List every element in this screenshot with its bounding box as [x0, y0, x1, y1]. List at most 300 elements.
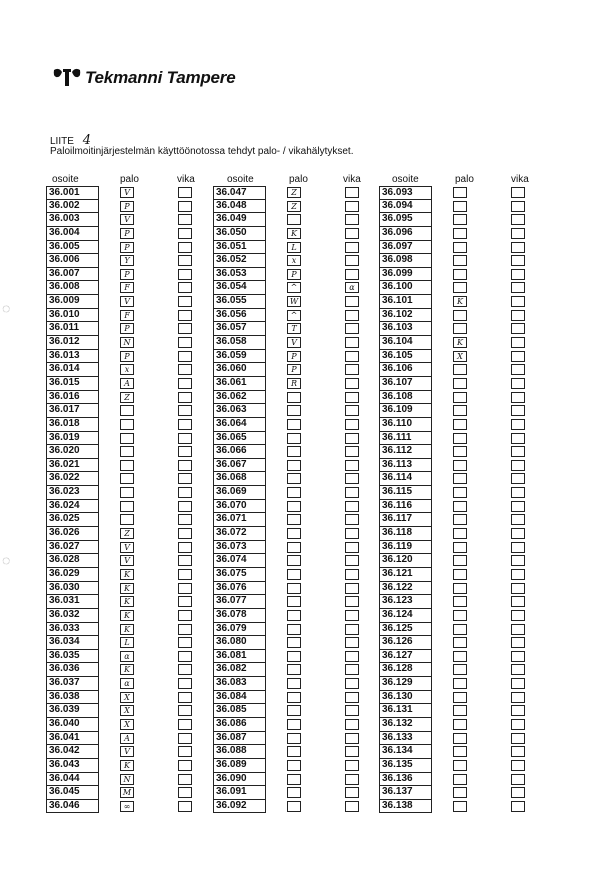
- fault-checkbox[interactable]: [178, 364, 192, 375]
- fire-checkbox[interactable]: [453, 473, 467, 484]
- fire-checkbox[interactable]: P: [287, 269, 301, 280]
- logo-text: Tekmanni Tampere: [85, 68, 236, 87]
- fault-checkbox[interactable]: [511, 392, 525, 403]
- fire-checkbox[interactable]: [453, 446, 467, 457]
- fault-checkbox[interactable]: [345, 187, 359, 198]
- fault-checkbox[interactable]: [178, 323, 192, 334]
- fire-checkbox[interactable]: [453, 282, 467, 293]
- fire-checkbox[interactable]: [453, 774, 467, 785]
- fire-checkbox[interactable]: N: [120, 774, 134, 785]
- fire-checkbox[interactable]: [287, 528, 301, 539]
- fire-checkbox[interactable]: P: [120, 228, 134, 239]
- fault-checkbox[interactable]: [345, 419, 359, 430]
- fire-checkbox[interactable]: [453, 555, 467, 566]
- fault-checkbox[interactable]: [511, 228, 525, 239]
- fire-checkbox[interactable]: X: [120, 719, 134, 730]
- fault-checkbox[interactable]: [345, 624, 359, 635]
- fault-checkbox[interactable]: [511, 746, 525, 757]
- fault-checkbox[interactable]: [511, 596, 525, 607]
- fire-checkbox[interactable]: P: [120, 242, 134, 253]
- fire-checkbox[interactable]: [453, 583, 467, 594]
- fire-checkbox[interactable]: [287, 733, 301, 744]
- fault-checkbox[interactable]: [511, 624, 525, 635]
- fault-checkbox[interactable]: [178, 460, 192, 471]
- fire-checkbox[interactable]: [120, 487, 134, 498]
- fault-checkbox[interactable]: [511, 337, 525, 348]
- fire-checkbox[interactable]: x: [120, 364, 134, 375]
- fire-checkbox[interactable]: [453, 678, 467, 689]
- fault-checkbox[interactable]: [511, 351, 525, 362]
- fault-checkbox[interactable]: [511, 542, 525, 553]
- fire-checkbox[interactable]: T: [287, 323, 301, 334]
- fault-checkbox[interactable]: [345, 637, 359, 648]
- fire-checkbox[interactable]: [453, 255, 467, 266]
- fire-checkbox[interactable]: [453, 528, 467, 539]
- fault-checkbox[interactable]: [345, 746, 359, 757]
- fire-checkbox[interactable]: [453, 705, 467, 716]
- fault-checkbox[interactable]: [178, 542, 192, 553]
- fault-checkbox[interactable]: [345, 214, 359, 225]
- fire-checkbox[interactable]: x: [287, 255, 301, 266]
- fault-checkbox[interactable]: [511, 555, 525, 566]
- fault-checkbox[interactable]: [178, 555, 192, 566]
- fire-checkbox[interactable]: A: [120, 378, 134, 389]
- fault-checkbox[interactable]: [178, 255, 192, 266]
- fire-checkbox[interactable]: [453, 269, 467, 280]
- fire-checkbox[interactable]: [287, 583, 301, 594]
- fault-checkbox[interactable]: [345, 392, 359, 403]
- fire-checkbox[interactable]: P: [120, 201, 134, 212]
- fire-checkbox[interactable]: K: [287, 228, 301, 239]
- fire-checkbox[interactable]: K: [120, 624, 134, 635]
- fire-checkbox[interactable]: [287, 569, 301, 580]
- fire-checkbox[interactable]: V: [120, 187, 134, 198]
- fault-checkbox[interactable]: [511, 473, 525, 484]
- fault-checkbox[interactable]: [511, 323, 525, 334]
- fire-checkbox[interactable]: [453, 228, 467, 239]
- fire-checkbox[interactable]: [120, 501, 134, 512]
- fault-checkbox[interactable]: [345, 323, 359, 334]
- fault-checkbox[interactable]: [178, 787, 192, 798]
- fault-checkbox[interactable]: [511, 569, 525, 580]
- fault-checkbox[interactable]: [178, 733, 192, 744]
- fire-checkbox[interactable]: [287, 651, 301, 662]
- fault-checkbox[interactable]: [345, 664, 359, 675]
- fault-checkbox[interactable]: [178, 624, 192, 635]
- fault-checkbox[interactable]: [511, 187, 525, 198]
- fire-checkbox[interactable]: [287, 392, 301, 403]
- fire-checkbox[interactable]: [287, 692, 301, 703]
- fire-checkbox[interactable]: L: [287, 242, 301, 253]
- fire-checkbox[interactable]: [287, 746, 301, 757]
- fire-checkbox[interactable]: N: [120, 337, 134, 348]
- fault-checkbox[interactable]: [178, 514, 192, 525]
- fault-checkbox[interactable]: [178, 583, 192, 594]
- fault-checkbox[interactable]: [178, 269, 192, 280]
- fault-checkbox[interactable]: [178, 405, 192, 416]
- fire-checkbox[interactable]: [453, 487, 467, 498]
- address-cell: 36.130: [379, 691, 432, 705]
- fault-checkbox[interactable]: [511, 460, 525, 471]
- fault-checkbox[interactable]: [345, 583, 359, 594]
- fire-checkbox[interactable]: P: [287, 351, 301, 362]
- fire-checkbox[interactable]: V: [120, 214, 134, 225]
- fire-checkbox[interactable]: Z: [287, 187, 301, 198]
- fault-checkbox[interactable]: [345, 787, 359, 798]
- fault-checkbox[interactable]: [178, 282, 192, 293]
- fault-checkbox[interactable]: [345, 310, 359, 321]
- fire-checkbox[interactable]: [120, 446, 134, 457]
- fire-checkbox[interactable]: [453, 214, 467, 225]
- fault-checkbox[interactable]: [178, 801, 192, 812]
- fire-checkbox[interactable]: K: [120, 664, 134, 675]
- fire-checkbox[interactable]: [287, 760, 301, 771]
- address-cell: 36.104: [379, 336, 432, 350]
- fault-checkbox[interactable]: [178, 378, 192, 389]
- fire-checkbox[interactable]: [453, 610, 467, 621]
- fault-checkbox[interactable]: [178, 187, 192, 198]
- fire-checkbox[interactable]: [287, 624, 301, 635]
- fault-checkbox[interactable]: [178, 678, 192, 689]
- fire-checkbox[interactable]: [453, 364, 467, 375]
- fire-checkbox[interactable]: [453, 733, 467, 744]
- fault-checkbox[interactable]: [178, 473, 192, 484]
- fault-checkbox[interactable]: [511, 733, 525, 744]
- fire-checkbox[interactable]: K: [120, 596, 134, 607]
- fire-checkbox[interactable]: F: [120, 310, 134, 321]
- fire-checkbox[interactable]: [287, 787, 301, 798]
- fire-checkbox[interactable]: [453, 569, 467, 580]
- fire-checkbox[interactable]: V: [120, 296, 134, 307]
- fire-checkbox[interactable]: X: [120, 705, 134, 716]
- fault-checkbox[interactable]: [178, 746, 192, 757]
- fault-checkbox[interactable]: [345, 555, 359, 566]
- fault-checkbox[interactable]: [178, 214, 192, 225]
- fire-checkbox[interactable]: [287, 705, 301, 716]
- fire-checkbox[interactable]: [453, 242, 467, 253]
- fire-checkbox[interactable]: [453, 664, 467, 675]
- fire-checkbox[interactable]: [453, 692, 467, 703]
- fault-checkbox[interactable]: [345, 364, 359, 375]
- fault-checkbox[interactable]: [178, 351, 192, 362]
- fire-checkbox[interactable]: [453, 651, 467, 662]
- fire-checkbox[interactable]: Z: [287, 201, 301, 212]
- fire-checkbox[interactable]: [453, 460, 467, 471]
- fire-checkbox[interactable]: Z: [120, 392, 134, 403]
- fire-checkbox[interactable]: P: [120, 323, 134, 334]
- fault-checkbox[interactable]: [511, 692, 525, 703]
- fault-checkbox[interactable]: [345, 405, 359, 416]
- fire-checkbox[interactable]: [453, 760, 467, 771]
- fire-checkbox[interactable]: K: [120, 610, 134, 621]
- fault-checkbox[interactable]: [178, 610, 192, 621]
- fire-checkbox[interactable]: M: [120, 787, 134, 798]
- fault-checkbox[interactable]: [511, 514, 525, 525]
- fault-checkbox[interactable]: [511, 719, 525, 730]
- fault-checkbox[interactable]: [178, 705, 192, 716]
- fault-checkbox[interactable]: [178, 651, 192, 662]
- fire-checkbox[interactable]: [287, 596, 301, 607]
- fire-checkbox[interactable]: ∞: [120, 801, 134, 812]
- fire-checkbox[interactable]: F: [120, 282, 134, 293]
- fire-checkbox[interactable]: V: [120, 542, 134, 553]
- fire-checkbox[interactable]: [453, 637, 467, 648]
- address-cell: 36.064: [213, 418, 266, 432]
- fire-checkbox[interactable]: [453, 419, 467, 430]
- address-cell: 36.106: [379, 363, 432, 377]
- fault-checkbox[interactable]: [345, 542, 359, 553]
- fault-checkbox[interactable]: [345, 460, 359, 471]
- fault-checkbox[interactable]: [511, 214, 525, 225]
- fire-checkbox[interactable]: [287, 801, 301, 812]
- fault-checkbox[interactable]: [345, 296, 359, 307]
- fault-checkbox[interactable]: [178, 664, 192, 675]
- fire-checkbox[interactable]: [287, 555, 301, 566]
- fault-checkbox[interactable]: [511, 774, 525, 785]
- fault-checkbox[interactable]: [178, 433, 192, 444]
- fault-checkbox[interactable]: [178, 501, 192, 512]
- fault-checkbox[interactable]: [345, 501, 359, 512]
- fire-checkbox[interactable]: α: [120, 651, 134, 662]
- address-cell: 36.136: [379, 773, 432, 787]
- fire-checkbox[interactable]: X: [453, 351, 467, 362]
- fault-checkbox[interactable]: [345, 774, 359, 785]
- fire-checkbox[interactable]: [453, 323, 467, 334]
- fault-checkbox[interactable]: [178, 528, 192, 539]
- fire-checkbox[interactable]: [287, 542, 301, 553]
- fire-checkbox[interactable]: [453, 378, 467, 389]
- fault-checkbox[interactable]: [511, 269, 525, 280]
- fire-checkbox[interactable]: V: [120, 555, 134, 566]
- fire-checkbox[interactable]: L: [120, 637, 134, 648]
- fire-checkbox[interactable]: W: [287, 296, 301, 307]
- fault-checkbox[interactable]: [345, 760, 359, 771]
- fire-checkbox[interactable]: [287, 610, 301, 621]
- fault-checkbox[interactable]: [178, 337, 192, 348]
- fire-checkbox[interactable]: [120, 419, 134, 430]
- address-cell: 36.110: [379, 418, 432, 432]
- fire-checkbox[interactable]: A: [120, 733, 134, 744]
- fault-checkbox[interactable]: [178, 569, 192, 580]
- fire-checkbox[interactable]: [453, 596, 467, 607]
- fire-checkbox[interactable]: [287, 446, 301, 457]
- fault-checkbox[interactable]: [178, 760, 192, 771]
- fault-checkbox[interactable]: [345, 569, 359, 580]
- fault-checkbox[interactable]: [345, 487, 359, 498]
- fire-checkbox[interactable]: [453, 405, 467, 416]
- fire-checkbox[interactable]: [453, 801, 467, 812]
- fire-checkbox[interactable]: [453, 719, 467, 730]
- fire-checkbox[interactable]: P: [120, 351, 134, 362]
- fire-checkbox[interactable]: [453, 787, 467, 798]
- fire-checkbox[interactable]: X: [120, 692, 134, 703]
- fault-checkbox[interactable]: [345, 433, 359, 444]
- fire-checkbox[interactable]: [120, 433, 134, 444]
- fire-checkbox[interactable]: [120, 405, 134, 416]
- fault-checkbox[interactable]: [178, 201, 192, 212]
- fault-checkbox[interactable]: [511, 705, 525, 716]
- fire-checkbox[interactable]: K: [120, 760, 134, 771]
- fire-checkbox[interactable]: [120, 460, 134, 471]
- fault-checkbox[interactable]: α: [345, 282, 359, 293]
- fault-checkbox[interactable]: [178, 596, 192, 607]
- fault-checkbox[interactable]: [345, 733, 359, 744]
- fault-checkbox[interactable]: [178, 310, 192, 321]
- fire-checkbox[interactable]: [453, 433, 467, 444]
- fire-checkbox[interactable]: [453, 514, 467, 525]
- fault-checkbox[interactable]: [345, 801, 359, 812]
- fault-checkbox[interactable]: [178, 719, 192, 730]
- fault-checkbox[interactable]: [511, 242, 525, 253]
- address-cell: 36.019: [46, 432, 99, 446]
- fault-checkbox[interactable]: [511, 760, 525, 771]
- fault-checkbox[interactable]: [345, 514, 359, 525]
- fault-checkbox[interactable]: [178, 242, 192, 253]
- fault-checkbox[interactable]: [511, 310, 525, 321]
- fault-checkbox[interactable]: [345, 351, 359, 362]
- fire-checkbox[interactable]: [287, 419, 301, 430]
- fire-checkbox[interactable]: K: [453, 296, 467, 307]
- fire-checkbox[interactable]: [287, 637, 301, 648]
- fault-checkbox[interactable]: [511, 637, 525, 648]
- fault-checkbox[interactable]: [511, 405, 525, 416]
- fire-checkbox[interactable]: V: [120, 746, 134, 757]
- fault-checkbox[interactable]: [178, 419, 192, 430]
- fault-checkbox[interactable]: [345, 610, 359, 621]
- fault-checkbox[interactable]: [345, 446, 359, 457]
- fire-checkbox[interactable]: P: [120, 269, 134, 280]
- fault-checkbox[interactable]: [178, 487, 192, 498]
- fire-checkbox[interactable]: [287, 473, 301, 484]
- fire-checkbox[interactable]: [287, 664, 301, 675]
- fault-checkbox[interactable]: [345, 705, 359, 716]
- address-cell: 36.023: [46, 486, 99, 500]
- fire-checkbox[interactable]: ^: [287, 310, 301, 321]
- fire-checkbox[interactable]: [287, 487, 301, 498]
- fire-checkbox[interactable]: [287, 405, 301, 416]
- fault-checkbox[interactable]: [345, 651, 359, 662]
- fault-checkbox[interactable]: [178, 228, 192, 239]
- fire-checkbox[interactable]: [287, 214, 301, 225]
- fire-checkbox[interactable]: K: [453, 337, 467, 348]
- fault-checkbox[interactable]: [511, 528, 525, 539]
- address-cell: 36.070: [213, 500, 266, 514]
- fault-checkbox[interactable]: [345, 269, 359, 280]
- fault-checkbox[interactable]: [178, 392, 192, 403]
- fire-checkbox[interactable]: [287, 719, 301, 730]
- fire-checkbox[interactable]: [120, 514, 134, 525]
- fire-checkbox[interactable]: [453, 501, 467, 512]
- fire-checkbox[interactable]: R: [287, 378, 301, 389]
- fault-checkbox[interactable]: [511, 378, 525, 389]
- fault-checkbox[interactable]: [511, 255, 525, 266]
- fault-checkbox[interactable]: [511, 583, 525, 594]
- fault-checkbox[interactable]: [511, 364, 525, 375]
- fire-checkbox[interactable]: [287, 678, 301, 689]
- punch-hole-mark: ◌: [2, 552, 11, 568]
- address-cell: 36.012: [46, 336, 99, 350]
- fault-checkbox[interactable]: [511, 651, 525, 662]
- fault-checkbox[interactable]: [511, 501, 525, 512]
- fault-checkbox[interactable]: [511, 610, 525, 621]
- fault-checkbox[interactable]: [511, 433, 525, 444]
- fire-checkbox[interactable]: [287, 514, 301, 525]
- fault-checkbox[interactable]: [345, 678, 359, 689]
- address-cell: 36.056: [213, 309, 266, 323]
- fault-checkbox[interactable]: [511, 787, 525, 798]
- fire-checkbox[interactable]: [120, 473, 134, 484]
- fault-checkbox[interactable]: [511, 446, 525, 457]
- fault-checkbox[interactable]: [345, 596, 359, 607]
- fault-checkbox[interactable]: [178, 296, 192, 307]
- address-cell: 36.088: [213, 745, 266, 759]
- fault-checkbox[interactable]: [178, 446, 192, 457]
- fault-checkbox[interactable]: [178, 692, 192, 703]
- fire-checkbox[interactable]: [287, 774, 301, 785]
- fault-checkbox[interactable]: [345, 337, 359, 348]
- fire-checkbox[interactable]: K: [120, 569, 134, 580]
- fault-checkbox[interactable]: [345, 719, 359, 730]
- fire-checkbox[interactable]: [287, 460, 301, 471]
- fire-checkbox[interactable]: α: [120, 678, 134, 689]
- fault-checkbox[interactable]: [511, 801, 525, 812]
- address-cell: 36.096: [379, 227, 432, 241]
- fault-checkbox[interactable]: [345, 255, 359, 266]
- fault-checkbox[interactable]: [345, 692, 359, 703]
- fire-checkbox[interactable]: [453, 201, 467, 212]
- fire-checkbox[interactable]: P: [287, 364, 301, 375]
- fire-checkbox[interactable]: [287, 433, 301, 444]
- address-cell: 36.084: [213, 691, 266, 705]
- address-cell: 36.086: [213, 718, 266, 732]
- fire-checkbox[interactable]: [453, 392, 467, 403]
- fault-checkbox[interactable]: [178, 774, 192, 785]
- fault-checkbox[interactable]: [511, 296, 525, 307]
- fire-checkbox[interactable]: [453, 542, 467, 553]
- fault-checkbox[interactable]: [345, 378, 359, 389]
- fire-checkbox[interactable]: [453, 187, 467, 198]
- address-cell: 36.016: [46, 391, 99, 405]
- fault-checkbox[interactable]: [345, 228, 359, 239]
- address-cell: 36.127: [379, 650, 432, 664]
- address-cell: 36.033: [46, 623, 99, 637]
- fault-checkbox[interactable]: [511, 678, 525, 689]
- address-cell: 36.014: [46, 363, 99, 377]
- fire-checkbox[interactable]: K: [120, 583, 134, 594]
- fire-checkbox[interactable]: [287, 501, 301, 512]
- address-cell: 36.087: [213, 732, 266, 746]
- address-cell: 36.125: [379, 623, 432, 637]
- fault-checkbox[interactable]: [345, 242, 359, 253]
- fault-checkbox[interactable]: [511, 487, 525, 498]
- fire-checkbox[interactable]: [453, 624, 467, 635]
- fault-checkbox[interactable]: [178, 637, 192, 648]
- fault-checkbox[interactable]: [345, 528, 359, 539]
- fire-checkbox[interactable]: Y: [120, 255, 134, 266]
- fault-checkbox[interactable]: [511, 201, 525, 212]
- fire-checkbox[interactable]: ^: [287, 282, 301, 293]
- fire-checkbox[interactable]: Z: [120, 528, 134, 539]
- fire-checkbox[interactable]: [453, 310, 467, 321]
- address-cell: 36.039: [46, 704, 99, 718]
- fault-checkbox[interactable]: [345, 473, 359, 484]
- fault-checkbox[interactable]: [511, 419, 525, 430]
- fault-checkbox[interactable]: [511, 282, 525, 293]
- fire-checkbox[interactable]: [453, 746, 467, 757]
- fault-checkbox[interactable]: [345, 201, 359, 212]
- fault-checkbox[interactable]: [511, 664, 525, 675]
- fire-checkbox[interactable]: V: [287, 337, 301, 348]
